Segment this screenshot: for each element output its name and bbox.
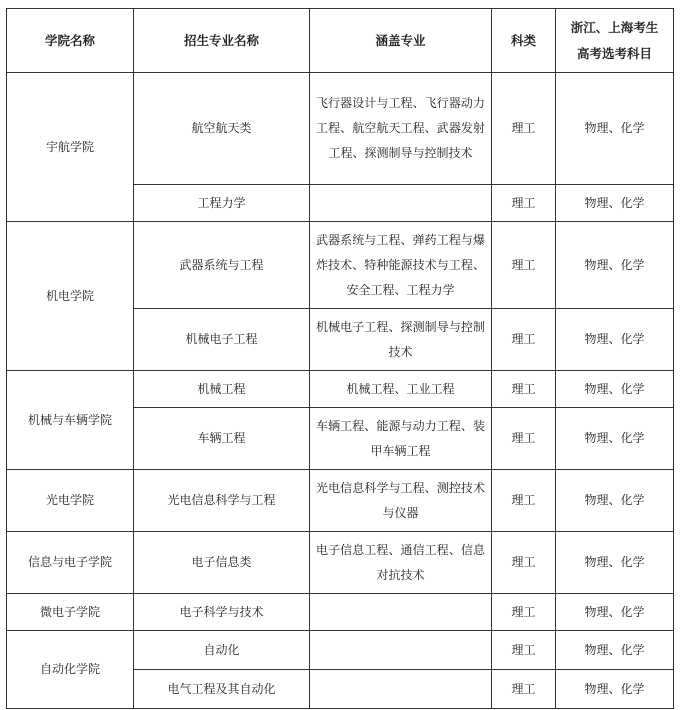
category-cell: 理工 [492,532,556,594]
covers-cell [310,371,492,408]
covers-cell [310,470,492,532]
subjects-cell: 物理、化学 [556,185,674,222]
subjects-cell: 物理、化学 [556,670,674,709]
major-cell: 车辆工程 [134,408,310,470]
subjects-cell: 物理、化学 [556,631,674,670]
covers-cell [310,631,492,670]
category-cell: 理工 [492,408,556,470]
major-cell: 航空航天类 [134,73,310,185]
college-cell: 信息与电子学院 [7,532,134,594]
covers-cell [310,408,492,470]
admissions-table [6,8,674,709]
header-major: 招生专业名称 [134,9,310,73]
covers-text: 飞行器设计与工程、飞行器动力工程、航空航天工程、武器发射工程、探测制导与控制技术 [316,96,485,160]
major-cell: 电子科学与技术 [134,594,310,631]
header-row [7,9,674,73]
college-cell: 光电学院 [7,470,134,532]
category-cell: 理工 [492,371,556,408]
covers-text: 车辆工程、能源与动力工程、装甲车辆工程 [316,418,485,458]
major-cell: 机械工程 [134,371,310,408]
covers-text: 机械电子工程、探测制导与控制技术 [316,319,485,359]
table-row [7,631,674,670]
header-subjects-text: 浙江、上海考生高考选考科目 [570,19,659,61]
college-cell: 机电学院 [7,222,134,371]
category-cell: 理工 [492,594,556,631]
covers-text: 机械工程、工业工程 [346,381,455,396]
subjects-cell: 物理、化学 [556,73,674,185]
table-row [7,594,674,631]
covers-cell [310,222,492,309]
header-category: 科类 [492,9,556,73]
subjects-cell: 物理、化学 [556,408,674,470]
college-cell: 微电子学院 [7,594,134,631]
covers-cell [310,532,492,594]
header-covers: 涵盖专业 [310,9,492,73]
covers-text: 武器系统与工程、弹药工程与爆炸技术、特种能源技术与工程、安全工程、工程力学 [316,232,485,297]
major-cell: 光电信息科学与工程 [134,470,310,532]
table-row [7,470,674,532]
table-row [7,222,674,309]
college-cell: 自动化学院 [7,631,134,709]
major-cell: 武器系统与工程 [134,222,310,309]
subjects-cell: 物理、化学 [556,371,674,408]
covers-text: 电子信息工程、通信工程、信息对抗技术 [316,542,485,582]
major-cell: 工程力学 [134,185,310,222]
covers-cell [310,185,492,222]
major-cell: 自动化 [134,631,310,670]
header-subjects [556,9,674,73]
category-cell: 理工 [492,309,556,371]
table-row [7,73,674,185]
table-row [7,371,674,408]
covers-cell [310,670,492,709]
covers-cell [310,309,492,371]
subjects-cell: 物理、化学 [556,222,674,309]
category-cell: 理工 [492,470,556,532]
category-cell: 理工 [492,670,556,709]
college-cell: 宇航学院 [7,73,134,222]
category-cell: 理工 [492,73,556,185]
college-cell: 机械与车辆学院 [7,371,134,470]
table-row [7,532,674,594]
major-cell: 电子信息类 [134,532,310,594]
subjects-cell: 物理、化学 [556,470,674,532]
major-cell: 机械电子工程 [134,309,310,371]
category-cell: 理工 [492,185,556,222]
subjects-cell: 物理、化学 [556,532,674,594]
covers-cell [310,594,492,631]
category-cell: 理工 [492,631,556,670]
subjects-cell: 物理、化学 [556,309,674,371]
covers-cell [310,73,492,185]
covers-text: 光电信息科学与工程、测控技术与仪器 [316,480,485,520]
header-college: 学院名称 [7,9,134,73]
category-cell: 理工 [492,222,556,309]
subjects-cell: 物理、化学 [556,594,674,631]
major-cell: 电气工程及其自动化 [134,670,310,709]
